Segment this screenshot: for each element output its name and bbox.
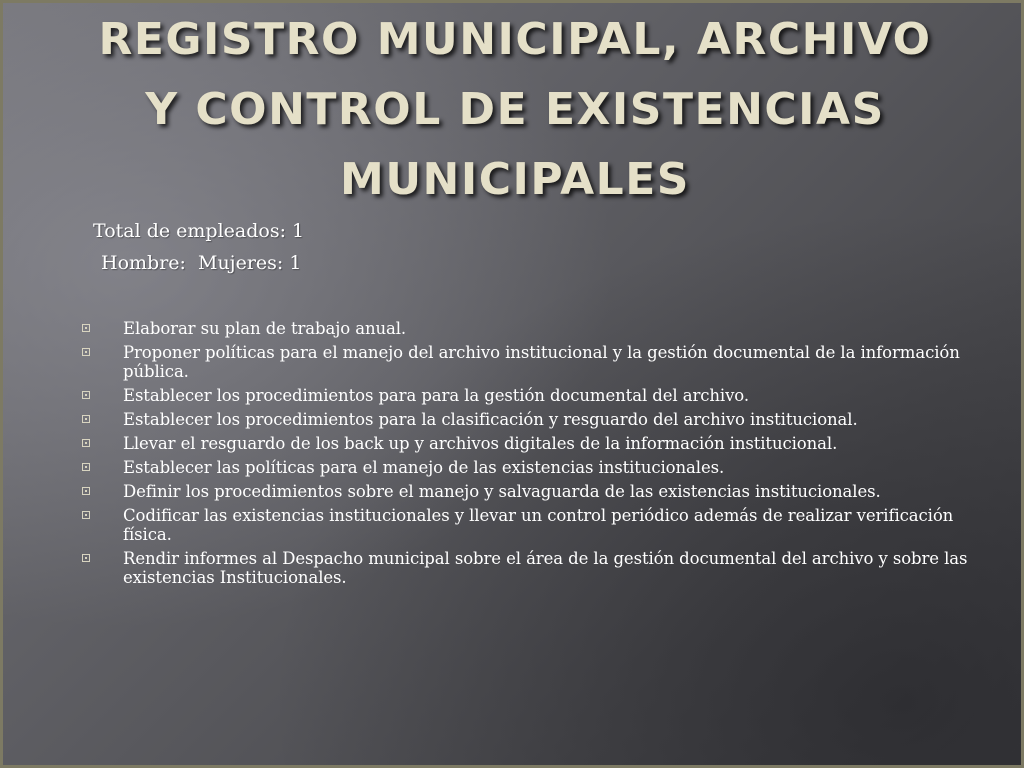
- title-line: Y CONTROL DE EXISTENCIAS: [145, 84, 885, 135]
- total-employees-text: Total de empleados: 1: [93, 220, 305, 242]
- square-bullet-icon: [82, 391, 90, 399]
- list-item-text: Llevar el resguardo de los back up y archivos digitales de la información institucional.: [123, 434, 838, 453]
- square-bullet-icon: [82, 511, 90, 519]
- list-item: [79, 434, 979, 453]
- square-bullet-icon: [82, 324, 90, 332]
- list-item-text: Establecer las políticas para el manejo de las existencias institucionales.: [123, 458, 725, 477]
- employee-stats: [93, 215, 304, 279]
- gender-breakdown-text: Hombre: Mujeres: 1: [101, 252, 302, 274]
- list-item: [79, 343, 979, 381]
- list-item-text: Proponer políticas para el manejo del archivo institucional y la gestión documental de la información pública.: [123, 343, 960, 381]
- list-item-text: Rendir informes al Despacho municipal sobre el área de la gestión documental del archivo y sobre las existencias Institucionales.: [123, 549, 968, 587]
- square-bullet-icon: [82, 554, 90, 562]
- list-item-text: Establecer los procedimientos para la clasificación y resguardo del archivo institucional.: [123, 410, 858, 429]
- square-bullet-icon: [82, 487, 90, 495]
- title-line: MUNICIPALES: [340, 154, 690, 205]
- square-bullet-icon: [82, 348, 90, 356]
- list-item: [79, 319, 979, 338]
- list-item: [79, 549, 979, 587]
- square-bullet-icon: [82, 463, 90, 471]
- list-item-text: Codificar las existencias institucionales y llevar un control periódico además de realizar verificación física.: [123, 506, 954, 544]
- list-item-text: Establecer los procedimientos para para la gestión documental del archivo.: [123, 386, 749, 405]
- list-item-text: Elaborar su plan de trabajo anual.: [123, 319, 407, 338]
- square-bullet-icon: [82, 415, 90, 423]
- square-bullet-icon: [82, 439, 90, 447]
- slide-title: [23, 5, 1007, 215]
- list-item: [79, 386, 979, 405]
- list-item: [79, 506, 979, 544]
- title-line: REGISTRO MUNICIPAL, ARCHIVO: [98, 14, 932, 65]
- responsibilities-list: [79, 319, 979, 592]
- list-item-text: Definir los procedimientos sobre el manejo y salvaguarda de las existencias institucionales.: [123, 482, 881, 501]
- list-item: [79, 482, 979, 501]
- list-item: [79, 410, 979, 429]
- list-item: [79, 458, 979, 477]
